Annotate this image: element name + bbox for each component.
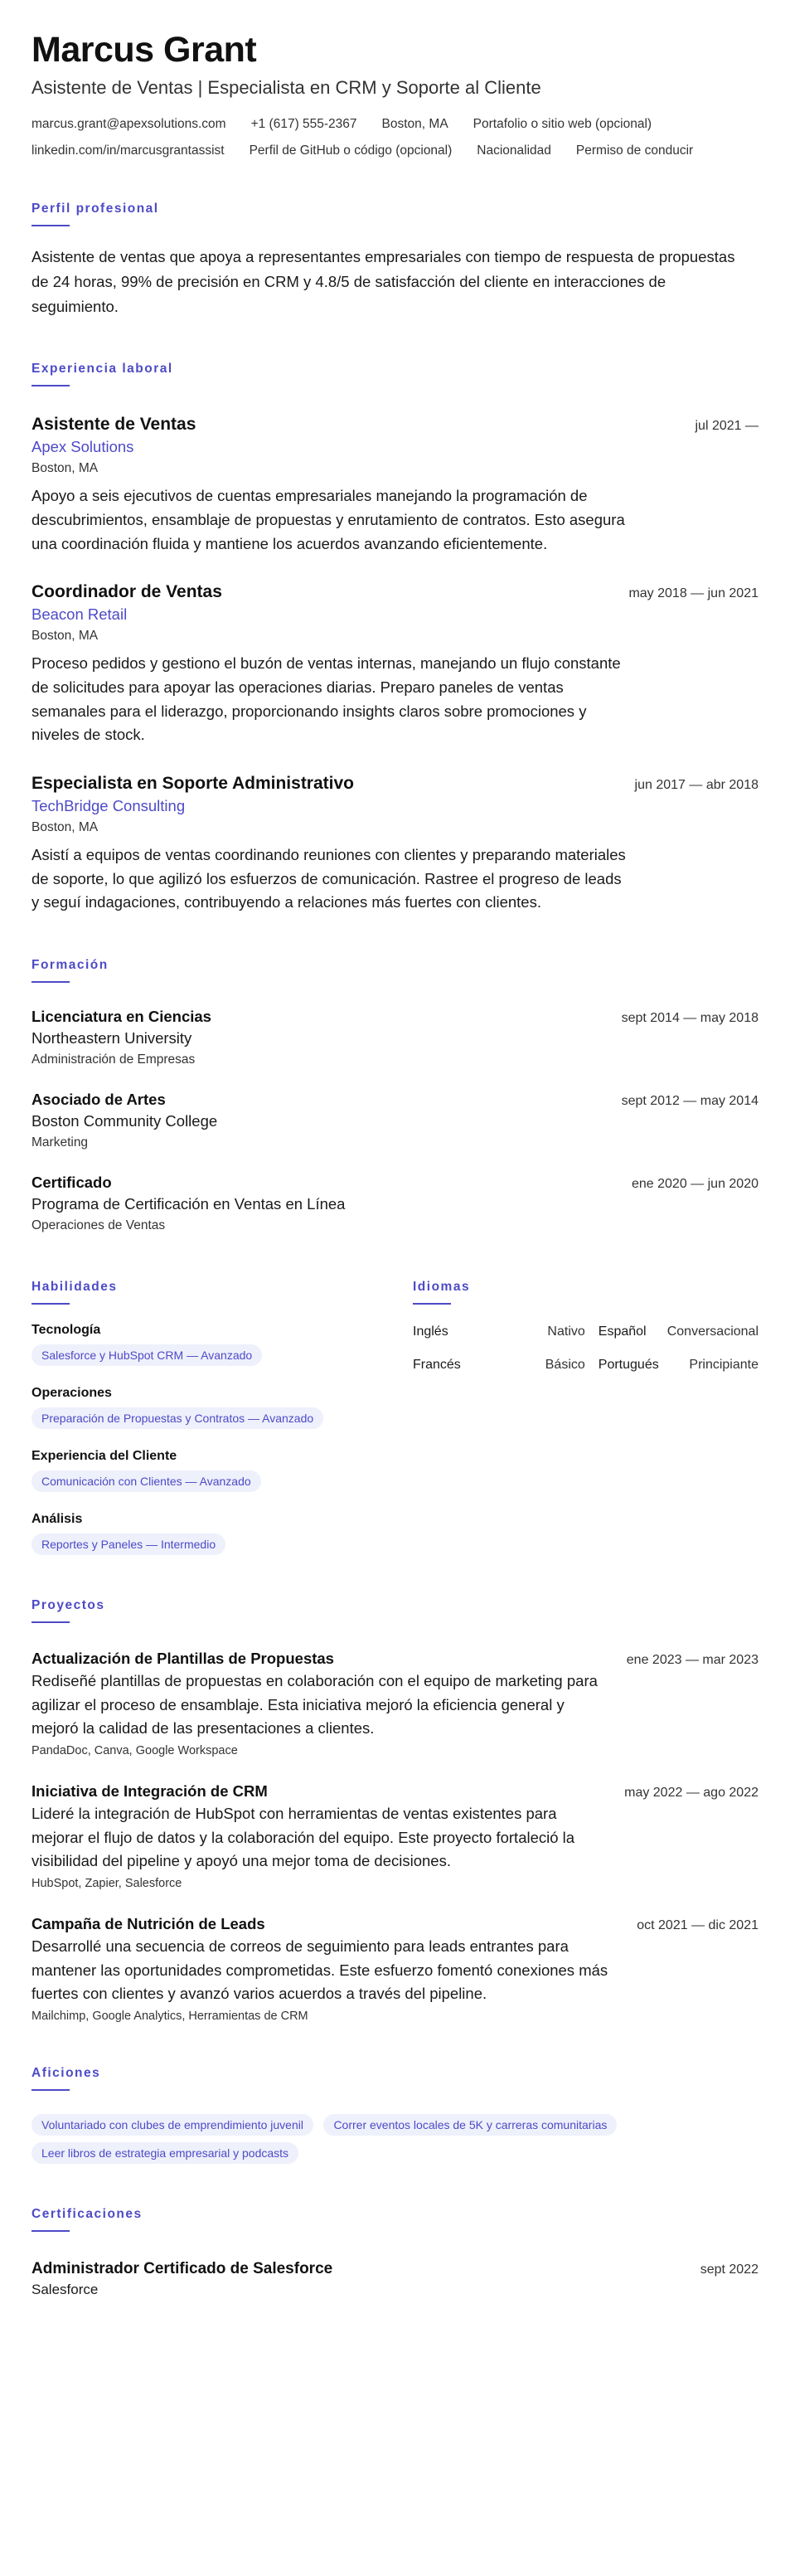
section-title: Experiencia laboral <box>32 362 173 377</box>
skill-group <box>32 1449 363 1492</box>
job-description: Apoyo a seis ejecutivos de cuentas empresariales manejando la programación de descubrimientos, ensamblaje de propuestas y enrutamiento de contratos. Esto asegura una coordinación fluida y mantiene los acuerdos avanzando eficientemente. <box>32 487 625 552</box>
contact-github[interactable]: Perfil de GitHub o código (opcional) <box>249 143 453 158</box>
language-name: Español <box>598 1324 647 1339</box>
experience-section <box>32 362 758 915</box>
section-divider <box>413 1303 451 1305</box>
education-dates: sept 2012 — may 2014 <box>621 1093 758 1108</box>
language-name: Inglés <box>413 1324 448 1339</box>
language-name: Francés <box>413 1357 461 1372</box>
summary-text: Asistente de ventas que apoya a representantes empresariales con tiempo de respuesta de propuestas de 24 horas, 99% de precisión en CRM y 4.8/5 de satisfacción del cliente en interacciones de seguimiento. <box>32 248 735 315</box>
contact-phone[interactable]: +1 (617) 555-2367 <box>250 117 357 132</box>
contact-list <box>32 117 758 158</box>
language-level: Principiante <box>689 1357 758 1372</box>
summary-section <box>32 202 758 318</box>
skill-pill: Comunicación con Clientes — Avanzado <box>32 1470 261 1492</box>
section-divider <box>32 2089 70 2091</box>
certification-name: Administrador Certificado de Salesforce <box>32 2259 333 2277</box>
language-level: Conversacional <box>666 1324 758 1339</box>
project-name: Campaña de Nutrición de Leads <box>32 1914 265 1932</box>
skill-pill: Reportes y Paneles — Intermedio <box>32 1533 225 1555</box>
section-divider <box>32 225 70 226</box>
certification-date: sept 2022 <box>700 2262 758 2277</box>
project-description: Rediseñé plantillas de propuestas en colaboración con el equipo de marketing para agilizar el proceso de ensamblaje. Esta iniciativa mejoró la eficiencia general y mejoró la calidad de las presentaciones a clientes. <box>32 1671 598 1738</box>
hobby-pill: Voluntariado con clubes de emprendimiento juvenil <box>32 2114 313 2136</box>
contact-portfolio[interactable]: Portafolio o sitio web (opcional) <box>473 117 652 132</box>
job-location: Boston, MA <box>32 629 99 644</box>
candidate-headline: Asistente de Ventas | Especialista en CRM y Soporte al Cliente <box>32 77 541 99</box>
hobby-pill: Correr eventos locales de 5K y carreras comunitarias <box>323 2114 617 2136</box>
skill-group <box>32 1323 363 1366</box>
skill-pill: Salesforce y HubSpot CRM — Avanzado <box>32 1344 262 1366</box>
section-title: Proyectos <box>32 1597 105 1612</box>
languages-section <box>413 1280 758 1555</box>
job-dates: may 2018 — jun 2021 <box>628 586 758 601</box>
project-tools: PandaDoc, Canva, Google Workspace <box>32 1743 238 1757</box>
projects-section <box>32 1598 758 2023</box>
language-level: Básico <box>545 1357 585 1372</box>
job-description: Asistí a equipos de ventas coordinando reuniones con clientes y preparando materiales de soporte, lo que agilizó los esfuerzos de comunicación. Rastree el progreso de leads y seguí indagaciones, contribuyendo a relaciones más fuertes con clientes. <box>32 845 626 911</box>
job-description: Proceso pedidos y gestiono el buzón de ventas internas, manejando un flujo constante de solicitudes para apoyar las operaciones diarias. Preparo paneles de ventas semanales para el liderazgo, proporcionando insights claros sobre promociones y niveles de stock. <box>32 654 621 744</box>
section-title: Idiomas <box>413 1279 471 1294</box>
certification-issuer: Salesforce <box>32 2281 99 2297</box>
company-name: Apex Solutions <box>32 438 134 456</box>
section-title: Aficiones <box>32 2065 101 2080</box>
project-name: Iniciativa de Integración de CRM <box>32 1781 268 1800</box>
contact-nationality: Nacionalidad <box>477 143 551 158</box>
project-description: Lideré la integración de HubSpot con herramientas de ventas existentes para mejorar el flujo de datos y la colaboración del equipo. Este proyecto fortaleció la visibilidad del pipeline y apoyó una mejor toma de decisiones. <box>32 1804 575 1870</box>
certification-entry <box>32 2260 758 2298</box>
education-entry <box>32 1008 758 1067</box>
job-location: Boston, MA <box>32 819 99 834</box>
section-divider <box>32 1303 70 1305</box>
contact-email[interactable]: marcus.grant@apexsolutions.com <box>32 117 226 132</box>
section-divider <box>32 1621 70 1623</box>
section-title: Formación <box>32 957 109 972</box>
candidate-name: Marcus Grant <box>32 30 257 70</box>
project-dates: may 2022 — ago 2022 <box>624 1785 758 1800</box>
degree: Licenciatura en Ciencias <box>32 1007 211 1025</box>
school-name: Boston Community College <box>32 1111 218 1130</box>
job-dates: jul 2021 — <box>695 419 758 434</box>
languages-grid <box>413 1324 758 1373</box>
section-divider <box>32 2230 70 2232</box>
project-entry <box>32 1915 758 2023</box>
project-tools: Mailchimp, Google Analytics, Herramientas de CRM <box>32 2009 308 2023</box>
skill-category: Tecnología <box>32 1322 101 1337</box>
project-entry <box>32 1650 758 1757</box>
skill-category: Experiencia del Cliente <box>32 1448 177 1463</box>
job-title: Asistente de Ventas <box>32 415 196 435</box>
section-title: Certificaciones <box>32 2206 143 2221</box>
education-dates: ene 2020 — jun 2020 <box>631 1176 758 1191</box>
experience-entry <box>32 582 758 747</box>
section-title: Perfil profesional <box>32 202 159 216</box>
school-name: Northeastern University <box>32 1028 192 1047</box>
resume-header <box>32 30 758 158</box>
section-divider <box>32 385 70 386</box>
skill-group <box>32 1512 363 1555</box>
education-entry <box>32 1174 758 1233</box>
contact-driving-license: Permiso de conducir <box>575 143 694 158</box>
education-section <box>32 958 758 1233</box>
skill-category: Análisis <box>32 1511 83 1526</box>
field-of-study: Marketing <box>32 1135 89 1149</box>
degree: Certificado <box>32 1173 112 1191</box>
section-divider <box>32 981 70 983</box>
project-tools: HubSpot, Zapier, Salesforce <box>32 1876 182 1890</box>
job-title: Especialista en Soporte Administrativo <box>32 773 354 793</box>
project-dates: oct 2021 — dic 2021 <box>637 1917 758 1932</box>
skill-group <box>32 1386 363 1429</box>
project-entry <box>32 1782 758 1890</box>
skill-category: Operaciones <box>32 1385 112 1400</box>
education-dates: sept 2014 — may 2018 <box>621 1010 758 1025</box>
job-title: Coordinador de Ventas <box>32 582 222 602</box>
project-name: Actualización de Plantillas de Propuestas <box>32 1649 334 1667</box>
education-entry <box>32 1091 758 1150</box>
project-description: Desarrollé una secuencia de correos de seguimiento para leads entrantes para mantener las oportunidades comprometidas. Este esfuerzo fomentó conexiones más fuertes con clientes y avanzó varios acuerdos a través del pipeline. <box>32 1937 608 2003</box>
skills-section <box>32 1280 363 1555</box>
experience-entry <box>32 774 758 915</box>
skill-pill: Preparación de Propuestas y Contratos — Avanzado <box>32 1407 323 1429</box>
hobbies-list <box>32 2107 711 2164</box>
field-of-study: Administración de Empresas <box>32 1052 196 1067</box>
hobby-pill: Leer libros de estrategia empresarial y podcasts <box>32 2142 298 2164</box>
job-location: Boston, MA <box>32 461 99 476</box>
certifications-section <box>32 2207 758 2298</box>
experience-entry <box>32 415 758 556</box>
language-name: Portugués <box>598 1357 659 1372</box>
job-dates: jun 2017 — abr 2018 <box>634 777 758 792</box>
section-title: Habilidades <box>32 1279 118 1294</box>
school-name: Programa de Certificación en Ventas en Línea <box>32 1194 346 1213</box>
contact-linkedin[interactable]: linkedin.com/in/marcusgrantassist <box>32 143 225 158</box>
project-dates: ene 2023 — mar 2023 <box>626 1652 758 1667</box>
skills-languages-row <box>32 1280 758 1555</box>
contact-location: Boston, MA <box>381 117 448 132</box>
language-level: Nativo <box>547 1324 585 1339</box>
hobbies-section <box>32 2066 758 2164</box>
degree: Asociado de Artes <box>32 1090 166 1108</box>
company-name: Beacon Retail <box>32 605 128 624</box>
company-name: TechBridge Consulting <box>32 796 186 814</box>
field-of-study: Operaciones de Ventas <box>32 1218 166 1232</box>
